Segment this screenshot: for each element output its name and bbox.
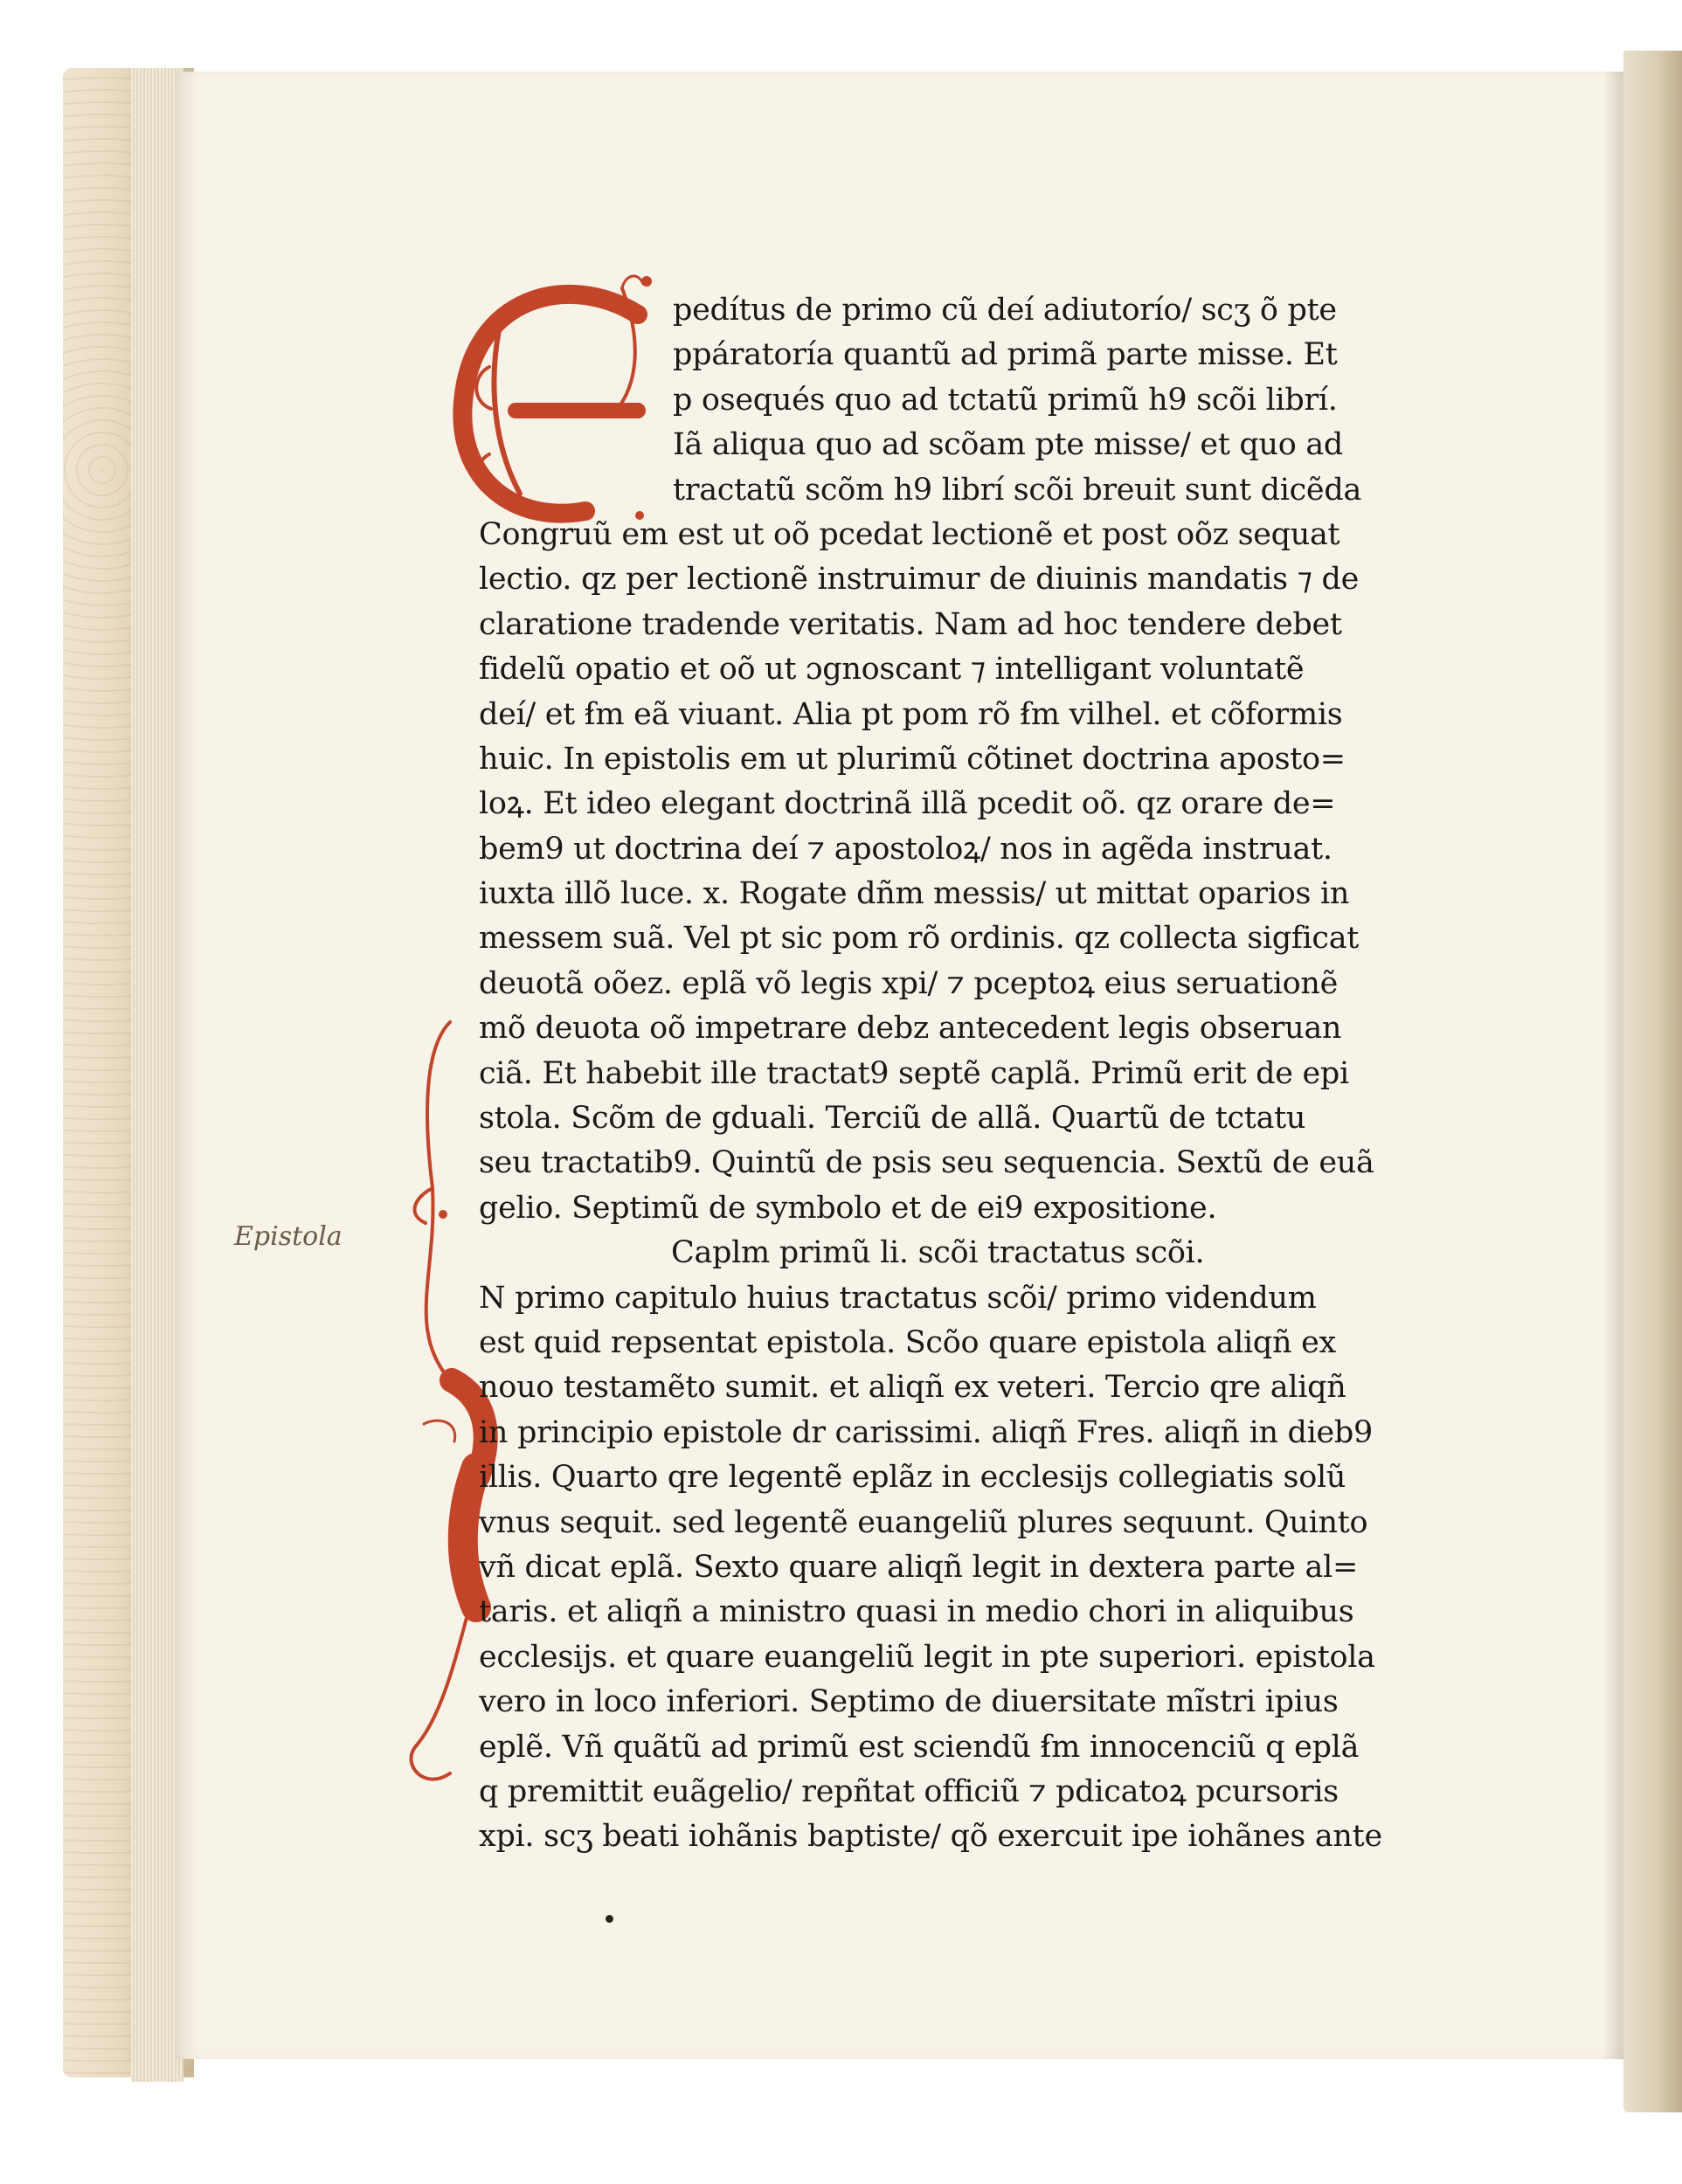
text-line: pedítus de primo cũ deí adiutorío/ scʒ õ pte (673, 293, 1337, 328)
text-line: p osequés quo ad tctatũ primũ h9 scõi librí. (673, 382, 1338, 418)
text-line: illis. Quarto qre legentẽ eplãz in ecclesijs collegiatis solũ (479, 1460, 1346, 1496)
text-line: in principio epistole dr carissimi. aliqñ Fres. aliqñ in dieb9 (479, 1414, 1374, 1450)
text-line: ciã. Et habebit ille tractat9 septẽ caplã. Primũ erit de epi (479, 1055, 1349, 1091)
text-line: stola. Scõm de gduali. Terciũ de allã. Quartũ de tctatu (479, 1101, 1306, 1137)
chapter-heading: Caplm primũ li. scõi tractatus scõi. (671, 1235, 1205, 1271)
text-line: iuxta illõ luce. x. Rogate dñm messis/ ut mittat oparios in (479, 876, 1350, 912)
text-line: loꝝ. Et ideo elegant doctrinã illã pcedit oõ. qz orare de= (479, 786, 1336, 822)
text-line: deí/ et ẜm eã viuant. Alia pt pom rõ ẜm vilhel. et cõformis (479, 696, 1343, 732)
ink-dot (606, 1915, 613, 1923)
text-line: Iã aliqua quo ad scõam pte misse/ et quo ad (673, 427, 1344, 463)
text-line: mõ deuota oõ impetrare debz antecedent legis obseruan (479, 1011, 1342, 1047)
text-line: bem9 ut doctrina deí ⁊ apostoloꝝ/ nos in agẽda instruat. (479, 831, 1332, 867)
text-line: ppáratoría quantũ ad primã parte misse. Et (673, 337, 1338, 373)
text-line: gelio. Septimũ de symbolo et de ei9 expositione. (479, 1190, 1217, 1226)
text-line: est quid repsentat epistola. Scõo quare epistola aliqñ ex (479, 1324, 1336, 1360)
text-line: fidelũ opatio et oõ ut ɔgnoscant ⁊ intelligant voluntatẽ (479, 652, 1305, 688)
text-line: taris. et aliqñ a ministro quasi in medio chori in aliquibus (479, 1594, 1354, 1630)
text-line: ecclesijs. et quare euangeliũ legit in pte superiori. epistola (479, 1639, 1375, 1675)
text-line: seu tractatib9. Quintũ de psis seu sequencia. Sextũ de euã (479, 1145, 1374, 1181)
printed-text-block (479, 288, 1396, 1860)
text-line: Congruũ em est ut oõ pcedat lectionẽ et post oõz sequat (479, 516, 1340, 552)
text-line: N primo capitulo huius tractatus scõi/ primo videndum (479, 1280, 1317, 1316)
text-line: lectio. qz per lectionẽ instruimur de diuinis mandatis ⁊ de (479, 562, 1360, 598)
text-line: q premittit euãgelio/ repñtat officiũ ⁊ pdicatoꝝ pcursoris (479, 1773, 1339, 1809)
text-line: xpi. scʒ beati iohãnis baptiste/ qõ exercuit ipe iohãnes ante (479, 1819, 1382, 1855)
text-line: claratione tradende veritatis. Nam ad hoc tendere debet (479, 606, 1342, 642)
text-line: messem suã. Vel pt sic pom rõ ordinis. qz collecta sigficat (479, 921, 1360, 957)
text-line: eplẽ. Vñ quãtũ ad primũ est sciendũ ẜm innocenciũ q eplã (479, 1729, 1360, 1765)
text-line: vnus sequit. sed legentẽ euangeliũ plures sequunt. Quinto (479, 1504, 1368, 1540)
text-line: nouo testamẽto sumit. et aliqñ ex veteri. Tercio qre aliqñ (479, 1370, 1346, 1406)
text-line: tractatũ scõm h9 librí scõi breuit sunt dicẽda (673, 472, 1362, 508)
text-line: huic. In epistolis em ut plurimũ cõtinet doctrina aposto= (479, 741, 1346, 777)
facing-page-edge (1623, 51, 1682, 2112)
marginal-annotation: Epistola (234, 1221, 343, 1252)
text-line: vero in loco inferiori. Septimo de diuersitate mĩstri ipius (479, 1684, 1339, 1720)
text-line: deuotã oõez. eplã võ legis xpi/ ⁊ pceptoꝝ eius seruationẽ (479, 965, 1339, 1001)
text-line: vñ dicat eplã. Sexto quare aliqñ legit in dextera parte al= (479, 1549, 1359, 1585)
